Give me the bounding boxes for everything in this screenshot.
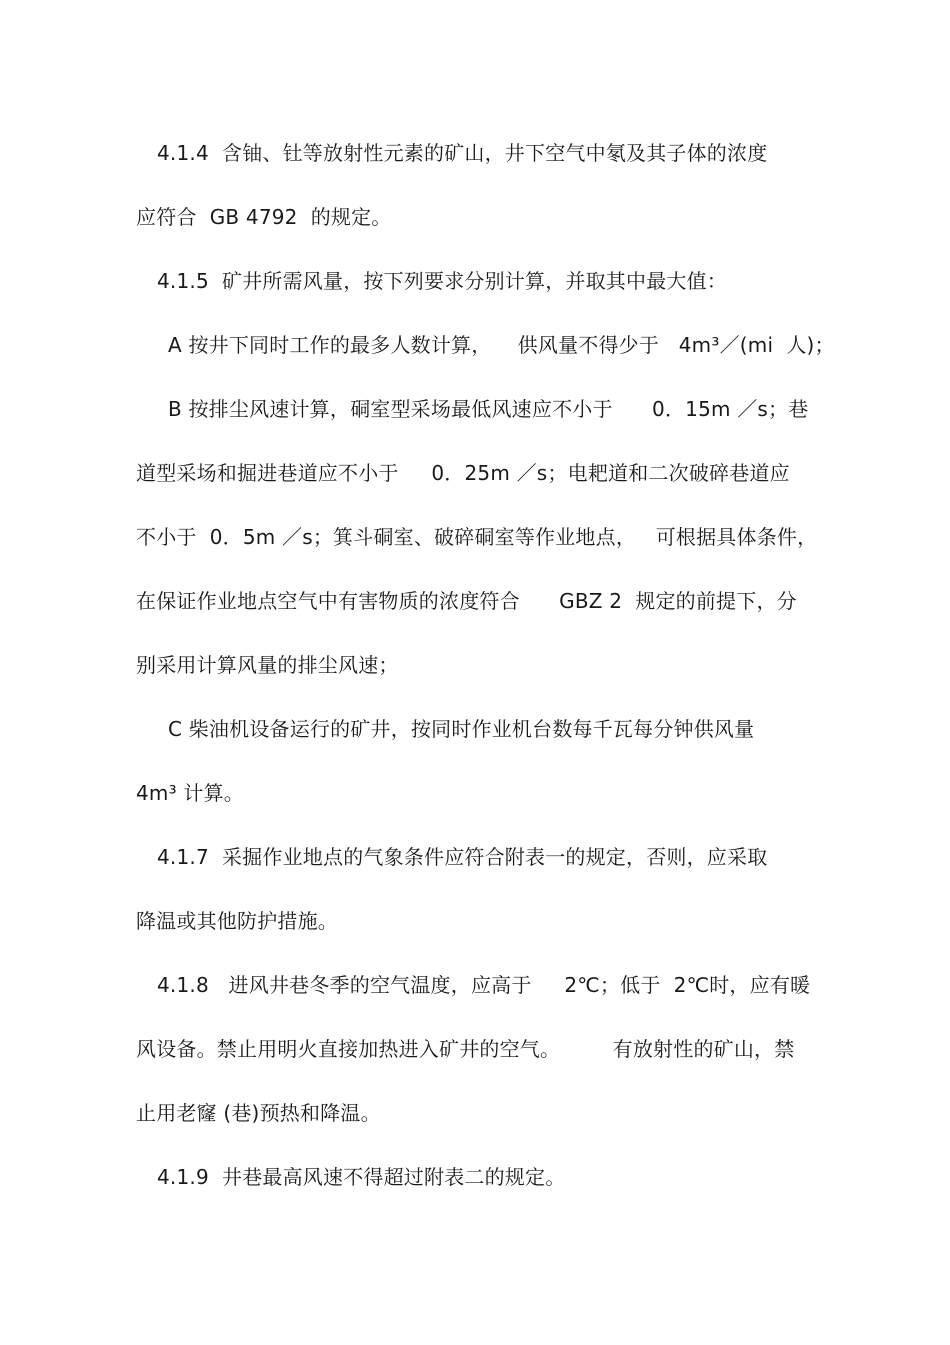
paragraph-4-1-5-line-1: 4.1.5 矿井所需风量，按下列要求分别计算，并取其中最大值：	[157, 269, 728, 293]
paragraph-4-1-8-line-1: 4.1.8 进风井巷冬季的空气温度，应高于 2℃；低于 2℃时，应有暖	[157, 973, 811, 997]
paragraph-4-1-4-line-1: 4.1.4 含铀、钍等放射性元素的矿山，井下空气中氡及其子体的浓度	[157, 141, 768, 165]
paragraph-4-1-7-line-2: 降温或其他防护措施。	[136, 909, 338, 933]
item-b-line-4: 在保证作业地点空气中有害物质的浓度符合 GBZ 2 规定的前提下，分	[136, 589, 797, 613]
paragraph-4-1-7-line-1: 4.1.7 采掘作业地点的气象条件应符合附表一的规定，否则，应采取	[157, 845, 768, 869]
item-c-line-2: 4m³ 计算。	[136, 781, 244, 805]
paragraph-4-1-4-line-2: 应符合 GB 4792 的规定。	[136, 205, 392, 229]
item-b-line-1: B 按排尘风速计算，硐室型采场最低风速应不小于 0．15m ／s；巷	[168, 397, 809, 421]
item-b-line-5: 别采用计算风量的排尘风速；	[136, 653, 399, 677]
item-b-line-2: 道型采场和掘进巷道应不小于 0．25m ／s；电耙道和二次破碎巷道应	[136, 461, 790, 485]
paragraph-4-1-8-line-3: 止用老窿 (巷)预热和降温。	[136, 1101, 381, 1125]
item-b-line-3: 不小于 0．5m ／s；箕斗硐室、破碎硐室等作业地点， 可根据具体条件，	[136, 525, 818, 549]
item-a-line-1: A 按井下同时工作的最多人数计算， 供风量不得少于 4m³／(mi 人)；	[168, 333, 835, 357]
item-c-line-1: C 柴油机设备运行的矿井，按同时作业机台数每千瓦每分钟供风量	[168, 717, 755, 741]
paragraph-4-1-8-line-2: 风设备。禁止用明火直接加热进入矿井的空气。 有放射性的矿山，禁	[136, 1037, 795, 1061]
paragraph-4-1-9-line-1: 4.1.9 井巷最高风速不得超过附表二的规定。	[157, 1165, 566, 1189]
